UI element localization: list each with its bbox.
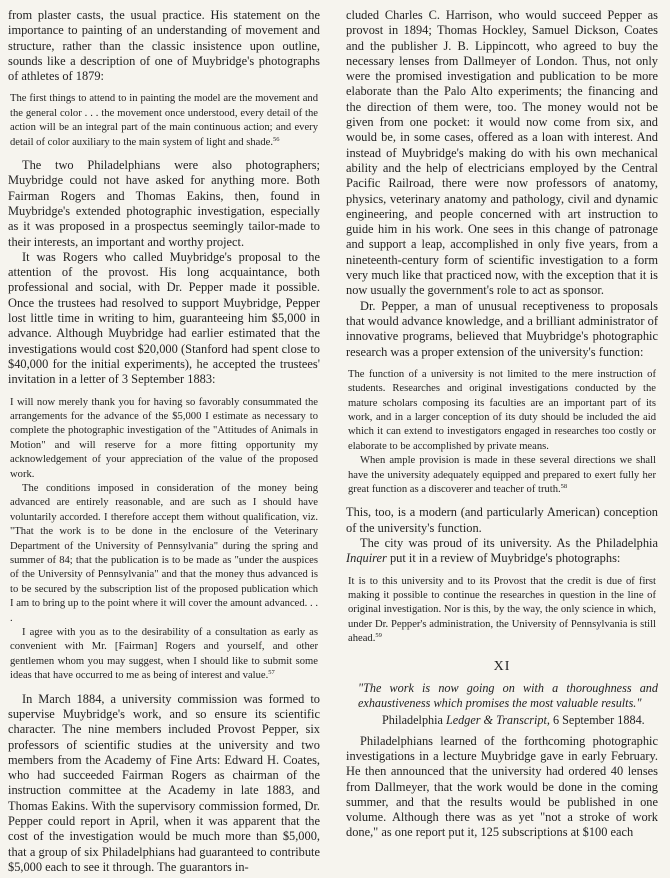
paragraph: This, too, is a modern (and particularly American) conception of the university's function. [346, 505, 658, 535]
quote-paragraph: It is to this university and to its Provost that the credit is due of first making it possible to continue the researches in question in the line of original investigation. Nor is this, by the way, the only science in which, under Dr. Pepper's administration, the University of Pennsylvania is still ahead.$^{59}$ [348, 575, 656, 645]
quote-paragraph: I will now merely thank you for having so favorably consummated the arrangements for the advance of the $5,000 I estimate as necessary to complete the photographic investigation of the "Attitudes of Animals in Motion" and will reserve for a more fitting opportunity my acknowledgement of your appreciation of the value of the proposed work. [10, 396, 318, 480]
paragraph: cluded Charles C. Harrison, who would succeed Pepper as provost in 1894; Thomas Hockley, Samuel Dickson, Coates and the publisher J. B. Lippincott, who agreed to buy the necessary lenses from Dallmeyer of London. Thus, not only were the promised investigation and publication to be more elaborate than the Palo Alto experiments; the financing and the direction of them were, too. The money would not be given from one pocket: it would now come from six, and would be, in some cases, offered as a loan with interest. And instead of Muybridge's making do with his own mechanical ability and the help of electricians employed by the Central Pacific Railroad, there were now professors of anatomy, physics, veterinary anatomy and pathology, civil and dynamic engineering, and people concerned with art instruction to guide him in his work. One sees in this change of patronage and support a leap, accomplished in only five years, from a nineteenth-century form of scientific investigation to a form very much like that practiced now, with the exception that it is now usually the government's role to act as sponsor. [346, 8, 658, 298]
quote-paragraph: When ample provision is made in these several directions we shall have the university adequately equipped and prepared to exert fully her great function as a discoverer and teacher of truth.$^{58}$ [348, 455, 656, 496]
block-quote [10, 396, 318, 684]
paragraph: from plaster casts, the usual practice. His statement on the importance to painting of an understanding of movement and structure, rather than the classic insistence upon outline, sounds like a description of one of Muybridge's photographs of athletes of 1879: [8, 8, 320, 84]
block-quote [348, 575, 656, 647]
footnote-ref: 58 [560, 483, 568, 491]
section-heading: XI [493, 658, 511, 674]
paragraph: It was Rogers who called Muybridge's proposal to the attention of the provost. His long acquaintance, both professional and social, with Dr. Pepper made it possible. Once the trustees had resolved to support Muybridge, Pepper lost little time in writing to him, guaranteeing him $5,000 in advance. Although Muybridge had earlier estimated that the investigations would cost $20,000 (Stanford had spent close to $40,000 for the initial experiments), he accepted the trustees' invitation in a letter of 3 September 1883: [8, 249, 320, 387]
quote-paragraph: I agree with you as to the desirability of a consultation as early as convenient with Mr. [Fairman] Rogers and yourself, and other gentlemen whom you may suggest, when I should like to submit some ideas that have occurred to me as being of interest and value.$^{57}$ [10, 627, 318, 682]
paragraph: In March 1884, a university commission was formed to supervise Muybridge's work, and so ensure its scientific character. The nine members included Provost Pepper, six professors of scientific studies at the university and two members from the Academy of Fine Arts: Edward H. Coates, who had succeeded Fairman Rogers as chairman of the instruction committee at the Academy in late 1883, and Thomas Eakins. With the supervisory commission formed, Dr. Pepper could report in April, when it was apparent that the cost of the investigation would be much more than $5,000, that a group of six Philadelphians had guaranteed to contribute $5,000 each to see it through. The guarantors in- [8, 691, 320, 874]
left-column [8, 8, 320, 875]
epigraph-attribution: Philadelphia Ledger & Transcript, 6 September 1884. [382, 712, 645, 727]
paragraph: Philadelphians learned of the forthcoming photographic investigations in a lecture Muybridge gave in early February. He then announced that the university had ordered 40 lenses from Dallmeyer, that the work would be done in the coming summer, and that the results would be published in one volume. Although there was as yet "not a stroke of work done," as one report put it, 125 subscriptions at $100 each [346, 733, 658, 840]
paragraph: The two Philadelphians were also photographers; Muybridge could not have asked for anything more. Both Fairman Rogers and Thomas Eakins, then, found in Muybridge's extended photographic investigation, especially as it was proposed in a prospectus seemingly tailor-made to their interests, an important and worthy project. [8, 158, 320, 249]
footnote-ref: 56 [273, 135, 280, 143]
block-quote [348, 368, 656, 498]
footnote-ref: 57 [268, 669, 275, 677]
quote-paragraph: The function of a university is not limited to the mere instruction of students. Researches and original investigations conducted by the mature scholars composing its faculties are an important part of its work, and in a larger conception of its duty should be included the aid which it can extend to investigators engaged in researches too costly or elaborate to be accomplished by private means. [348, 368, 656, 452]
right-column [346, 8, 658, 841]
paragraph: The city was proud of its university. As the Philadelphia Inquirer put it in a review of Muybridge's photographs: [346, 536, 658, 566]
quote-paragraph: The conditions imposed in consideration of the money being advanced are entirely reasonable, and are such as I should have voluntarily accorded. I therefore accept them without qualification, viz. "That the work is to be done in the enclosure of the Veterinary Department of the University of Pennsylvania" during the spring and summer of 84; that the publication is to be made as "under the auspices of the University of Pennsylvania" and that the money thus advanced is to be secured by the subscription list of the proposed publication which I am to bring up to the point where it will cover the amount advanced. . . . [10, 483, 318, 624]
footnote-ref: 59 [375, 632, 382, 640]
block-quote [10, 92, 318, 150]
quote-paragraph: The first things to attend to in painting the model are the movement and the general color . . . the movement once understood, every detail of the action will be an integral part of the main continuous action; and every detail of color auxiliary to the main system of light and shade.$^{56}$ [10, 93, 318, 148]
paragraph: Dr. Pepper, a man of unusual receptiveness to proposals that would advance knowledge, and a brilliant administrator of innovative programs, believed that Muybridge's photographic research was a proper extension of the university's function: [346, 298, 658, 359]
epigraph: "The work is now going on with a thoroughness and exhaustiveness which promises the most valuable results." [358, 680, 658, 710]
